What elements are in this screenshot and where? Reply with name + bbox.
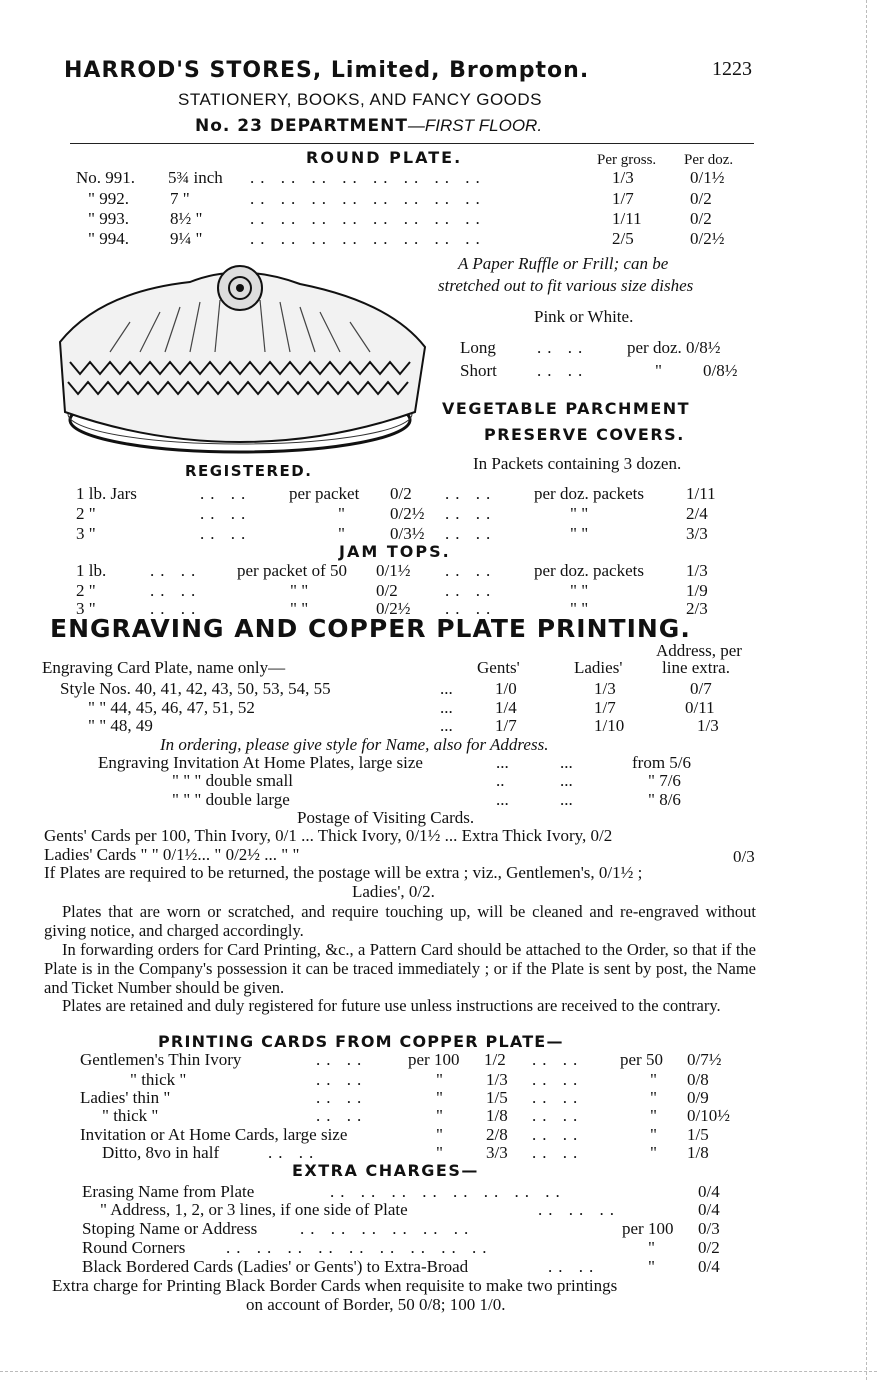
forwarding-orders-paragraph: In forwarding orders for Card Printing, &c., a Pattern Card should be attached to the Order, so that if the Plate is in the Company's possession it can be traced immediately ; or if the Plate is sent by post, the Name and Ticket Number should be given. xyxy=(44,940,756,997)
dot-leader: .. .. xyxy=(532,1070,584,1089)
per-50-price: 0/9 xyxy=(687,1088,709,1107)
worn-plates-paragraph: Plates that are worn or scratched, and require touching up, will be cleaned and re-engraved without giving notice, and charged accordingly. xyxy=(44,902,756,940)
charge-label: " Address, 1, 2, or 3 lines, if one side of Plate xyxy=(100,1200,408,1219)
per-100-label: " xyxy=(436,1106,443,1125)
per-100-price: 2/8 xyxy=(486,1125,508,1144)
frill-desc-1: A Paper Ruffle or Frill; can be xyxy=(458,254,669,273)
col-address-2: line extra. xyxy=(662,658,730,677)
per-50-label: " xyxy=(650,1070,657,1089)
per-100-label: " xyxy=(436,1070,443,1089)
invitation-label: Engraving Invitation At Home Plates, large size xyxy=(98,753,423,772)
invitation-label: " " " double small xyxy=(172,771,293,790)
price-per-gross: 1/7 xyxy=(612,189,634,208)
charge-price: 0/4 xyxy=(698,1257,720,1276)
engraving-title: ENGRAVING AND COPPER PLATE PRINTING. xyxy=(50,614,691,643)
card-label: Ladies' thin " xyxy=(80,1088,171,1107)
charge-price: 0/4 xyxy=(698,1200,720,1219)
price-per-gross: 2/5 xyxy=(612,229,634,248)
frill-short-label: Short xyxy=(460,361,497,380)
packet-price: 0/3½ xyxy=(390,524,425,543)
price-per-doz: 0/2 xyxy=(690,189,712,208)
dot-leader: ... xyxy=(560,790,573,809)
per-50-label: " xyxy=(650,1125,657,1144)
dot-leader: ... xyxy=(440,716,453,735)
doz-price: 1/9 xyxy=(686,581,708,600)
parchment-title-1: VEGETABLE PARCHMENT xyxy=(442,399,691,418)
address-price: 0/11 xyxy=(685,698,715,717)
ladies-price: 1/3 xyxy=(594,679,616,698)
per-50-price: 0/7½ xyxy=(687,1050,722,1069)
dot-leader: .. .. .. .. .. .. .. .. xyxy=(250,229,486,248)
dot-leader: ... xyxy=(560,753,573,772)
card-label: " thick " xyxy=(130,1070,187,1089)
store-title: HARROD'S STORES, Limited, Brompton. xyxy=(64,58,590,83)
packet-price: 0/2 xyxy=(390,484,412,503)
jar-size: 1 lb. xyxy=(76,561,107,580)
per-100-price: 1/3 xyxy=(486,1070,508,1089)
per-50-label: per 50 xyxy=(620,1050,663,1069)
gents-price: 1/7 xyxy=(495,716,517,735)
charge-unit: " xyxy=(648,1257,655,1276)
charge-unit: per 100 xyxy=(622,1219,674,1238)
round-plate-row xyxy=(0,209,877,231)
dot-leader: .. .. xyxy=(532,1125,584,1144)
gents-price: 1/4 xyxy=(495,698,517,717)
dot-leader: .. .. .. .. .. .. .. .. xyxy=(330,1182,566,1201)
doz-price: 2/3 xyxy=(686,599,708,618)
charge-unit: " xyxy=(648,1238,655,1257)
return-postage-2: Ladies', 0/2. xyxy=(352,882,435,901)
ordering-note: In ordering, please give style for Name, also for Address. xyxy=(160,735,549,754)
item-size: 9¼ " xyxy=(170,229,203,248)
dot-leader: .. .. .. xyxy=(538,1200,620,1219)
dot-leader: ... xyxy=(440,679,453,698)
department-number: No. 23 DEPARTMENT xyxy=(195,116,408,136)
jar-size: 2 " xyxy=(76,581,96,600)
charge-price: 0/4 xyxy=(698,1182,720,1201)
doz-price: 1/3 xyxy=(686,561,708,580)
dot-leader: .. .. xyxy=(150,561,202,580)
jar-size: 2 " xyxy=(76,504,96,523)
item-number: " 994. xyxy=(88,229,129,248)
item-size: 5¾ inch xyxy=(168,168,223,187)
unit-label-2: per doz. packets xyxy=(534,484,644,503)
dot-leader: .. .. xyxy=(532,1106,584,1125)
doz-price: 1/11 xyxy=(686,484,716,503)
packet-price: 0/1½ xyxy=(376,561,411,580)
dot-leader: .. .. xyxy=(445,504,497,523)
postage-gents: Gents' Cards per 100, Thin Ivory, 0/1 ... Thick Ivory, 0/1½ ... Extra Thick Ivory, 0/2 xyxy=(44,826,613,845)
registered-caption: REGISTERED. xyxy=(185,462,313,480)
dot-leader: .. .. xyxy=(548,1257,600,1276)
dot-leader: .. .. xyxy=(445,581,497,600)
price-per-gross: 1/3 xyxy=(612,168,634,187)
per-50-price: 0/10½ xyxy=(687,1106,730,1125)
plates-retained-paragraph: Plates are retained and duly registered for future use unless instructions are received to the contrary. xyxy=(62,996,721,1015)
return-postage-1: If Plates are required to be returned, the postage will be extra ; viz., Gentlemen's, 0/1½ ; xyxy=(44,863,643,882)
address-price: 0/7 xyxy=(690,679,712,698)
round-plate-title: ROUND PLATE. xyxy=(306,148,463,167)
round-plate-row xyxy=(0,168,877,190)
item-number: " 992. xyxy=(88,189,129,208)
dot-leader: .. xyxy=(496,771,505,790)
price-per-doz: 0/1½ xyxy=(690,168,725,187)
per-50-price: 1/5 xyxy=(687,1125,709,1144)
card-label: Ditto, 8vo in half xyxy=(102,1143,220,1162)
dot-leader: .. .. xyxy=(200,484,252,503)
unit-label: per packet xyxy=(289,484,360,503)
card-label: Gentlemen's Thin Ivory xyxy=(80,1050,242,1069)
per-100-price: 1/5 xyxy=(486,1088,508,1107)
price-per-gross: 1/11 xyxy=(612,209,642,228)
ladies-price: 1/10 xyxy=(594,716,625,735)
dot-leader: .. .. xyxy=(532,1088,584,1107)
charge-price: 0/3 xyxy=(698,1219,720,1238)
round-plate-row xyxy=(0,229,877,251)
style-numbers: Style Nos. 40, 41, 42, 43, 50, 53, 54, 55 xyxy=(60,679,331,698)
frill-colour: Pink or White. xyxy=(534,307,634,326)
per-50-label: " xyxy=(650,1088,657,1107)
col-address-1: Address, per xyxy=(656,641,742,660)
card-label: " thick " xyxy=(102,1106,159,1125)
dot-leader: ... xyxy=(496,753,509,772)
invitation-price: " 8/6 xyxy=(648,790,681,809)
dot-leader: ... xyxy=(496,790,509,809)
unit-label-2: " " xyxy=(570,524,589,543)
per-50-label: " xyxy=(650,1143,657,1162)
per-100-price: 3/3 xyxy=(486,1143,508,1162)
dot-leader: .. .. xyxy=(150,599,202,618)
frill-long-price: per doz. 0/8½ xyxy=(627,338,721,357)
header-rule xyxy=(70,143,754,144)
dot-leader: .. .. xyxy=(532,1050,584,1069)
dot-leader: .. .. xyxy=(316,1050,368,1069)
unit-label: " " xyxy=(290,599,309,618)
printing-cards-row xyxy=(0,1050,877,1072)
extra-charges-title: EXTRA CHARGES— xyxy=(292,1161,479,1180)
per-100-label: " xyxy=(436,1088,443,1107)
parchment-packets: In Packets containing 3 dozen. xyxy=(473,454,682,473)
col-ladies: Ladies' xyxy=(574,658,623,677)
dot-leader: .. .. xyxy=(537,338,589,357)
col-per-gross: Per gross. xyxy=(597,152,657,168)
dot-leader: .. .. xyxy=(537,361,589,380)
unit-label: " xyxy=(338,504,345,523)
doz-price: 3/3 xyxy=(686,524,708,543)
invitation-label: " " " double large xyxy=(172,790,290,809)
frill-short-price: 0/8½ xyxy=(703,361,738,380)
price-per-doz: 0/2 xyxy=(690,209,712,228)
frill-desc-2: stretched out to fit various size dishes xyxy=(438,276,694,295)
jam-tops-row xyxy=(0,561,877,583)
dot-leader: .. .. xyxy=(150,581,202,600)
per-50-price: 0/8 xyxy=(687,1070,709,1089)
dot-leader: .. .. .. .. .. .. .. .. xyxy=(250,209,486,228)
item-number: " 993. xyxy=(88,209,129,228)
dot-leader: .. .. .. .. .. .. .. .. .. xyxy=(226,1238,493,1257)
per-100-price: 1/8 xyxy=(486,1106,508,1125)
ladies-price: 1/7 xyxy=(594,698,616,717)
frill-short-row xyxy=(0,361,877,383)
parchment-row xyxy=(0,504,877,526)
charge-price: 0/2 xyxy=(698,1238,720,1257)
item-number: No. 991. xyxy=(76,168,136,187)
jar-size: 3 " xyxy=(76,599,96,618)
dot-leader: .. .. xyxy=(200,504,252,523)
frill-long-row xyxy=(0,338,877,360)
frill-long-label: Long xyxy=(460,338,496,357)
postage-ladies-price: 0/3 xyxy=(733,847,755,866)
page-edge-bottom xyxy=(0,1371,877,1372)
dot-leader: .. .. xyxy=(532,1143,584,1162)
unit-label: " xyxy=(338,524,345,543)
address-price: 1/3 xyxy=(697,716,719,735)
per-100-label: " xyxy=(436,1125,443,1144)
per-100-price: 1/2 xyxy=(484,1050,506,1069)
style-numbers: " " 44, 45, 46, 47, 51, 52 xyxy=(88,698,255,717)
page-number: 1223 xyxy=(712,58,752,80)
postage-title: Postage of Visiting Cards. xyxy=(297,808,475,827)
charge-label: Black Bordered Cards (Ladies' or Gents') to Extra-Broad xyxy=(82,1257,469,1276)
jam-tops-title: JAM TOPS. xyxy=(339,542,451,561)
department-subtitle: STATIONERY, BOOKS, AND FANCY GOODS xyxy=(178,90,543,109)
jar-size: 1 lb. Jars xyxy=(76,484,137,503)
unit-label-2: " " xyxy=(570,504,589,523)
dot-leader: .. .. .. .. .. .. .. .. xyxy=(250,168,486,187)
jar-size: 3 " xyxy=(76,524,96,543)
per-100-label: " xyxy=(436,1143,443,1162)
dot-leader: .. .. xyxy=(268,1143,320,1162)
unit-label: per packet of 50 xyxy=(237,561,347,580)
style-numbers: " " 48, 49 xyxy=(88,716,153,735)
charge-label: Stoping Name or Address xyxy=(82,1219,258,1238)
dot-leader: .. .. xyxy=(445,524,497,543)
packet-price: 0/2 xyxy=(376,581,398,600)
price-per-doz: 0/2½ xyxy=(690,229,725,248)
unit-label: " " xyxy=(290,581,309,600)
gents-price: 1/0 xyxy=(495,679,517,698)
item-size: 7 " xyxy=(170,189,190,208)
paper-frill-illustration xyxy=(40,252,430,468)
postage-ladies: Ladies' Cards " " 0/1½... " 0/2½ ... " " xyxy=(44,845,300,864)
per-100-label: per 100 xyxy=(408,1050,460,1069)
unit-label-2: per doz. packets xyxy=(534,561,644,580)
parchment-row xyxy=(0,484,877,506)
black-border-note-1: Extra charge for Printing Black Border Cards when requisite to make two printings xyxy=(52,1276,618,1295)
charge-label: Erasing Name from Plate xyxy=(82,1182,255,1201)
printing-cards-title: PRINTING CARDS FROM COPPER PLATE— xyxy=(158,1032,564,1051)
unit-label-2: " " xyxy=(570,581,589,600)
packet-price: 0/2½ xyxy=(376,599,411,618)
charge-label: Round Corners xyxy=(82,1238,186,1257)
dot-leader: .. .. xyxy=(445,484,497,503)
doz-price: 2/4 xyxy=(686,504,708,523)
dot-leader: .. .. xyxy=(316,1088,368,1107)
per-50-label: " xyxy=(650,1106,657,1125)
invitation-price: from 5/6 xyxy=(632,753,692,772)
invitation-price: " 7/6 xyxy=(648,771,681,790)
engraving-intro: Engraving Card Plate, name only— xyxy=(42,658,286,677)
col-per-doz: Per doz. xyxy=(684,152,734,168)
dot-leader: ... xyxy=(560,771,573,790)
parchment-title-2: PRESERVE COVERS. xyxy=(484,425,685,444)
round-plate-row xyxy=(0,189,877,211)
dot-leader: .. .. xyxy=(445,561,497,580)
dot-leader: .. .. xyxy=(445,599,497,618)
dot-leader: .. .. .. .. .. .. .. .. xyxy=(250,189,486,208)
department-floor: —FIRST FLOOR. xyxy=(407,116,543,135)
dot-leader: ... xyxy=(440,698,453,717)
item-size: 8½ " xyxy=(170,209,203,228)
dot-leader: .. .. xyxy=(316,1070,368,1089)
dot-leader: .. .. xyxy=(200,524,252,543)
col-gents: Gents' xyxy=(477,658,520,677)
card-label: Invitation or At Home Cards, large size xyxy=(80,1125,348,1144)
department-line xyxy=(195,116,542,136)
black-border-note-2: on account of Border, 50 0/8; 100 1/0. xyxy=(246,1295,506,1314)
per-50-price: 1/8 xyxy=(687,1143,709,1162)
dot-leader: .. .. xyxy=(316,1106,368,1125)
ditto-mark: " xyxy=(655,361,662,380)
dot-leader: .. .. .. .. .. .. xyxy=(300,1219,475,1238)
unit-label-2: " " xyxy=(570,599,589,618)
packet-price: 0/2½ xyxy=(390,504,425,523)
